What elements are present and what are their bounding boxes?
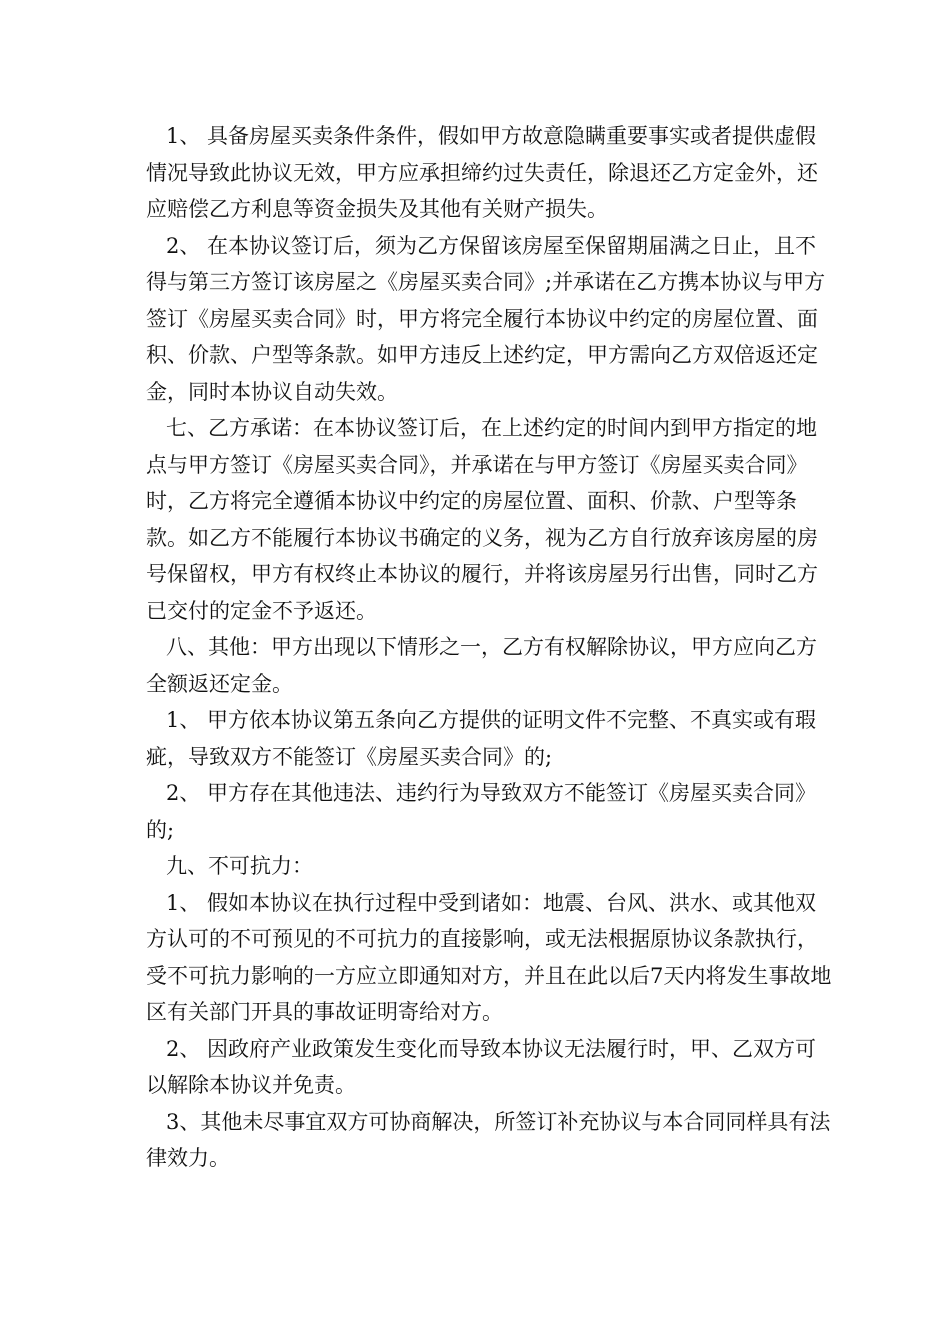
paragraph-5: 1、 甲方依本协议第五条向乙方提供的证明文件不完整、不真实或有瑕疵，导致双方不能签订《房屋买卖合同》的; bbox=[146, 708, 817, 769]
paragraph-10: 3、其他未尽事宜双方可协商解决，所签订补充协议与本合同同样具有法律效力。 bbox=[146, 1109, 831, 1170]
paragraph-6: 2、 甲方存在其他违法、违约行为导致双方不能签订《房屋买卖合同》的; bbox=[146, 781, 817, 842]
paragraph-3: 七、乙方承诺：在本协议签订后，在上述约定的时间内到甲方指定的地点与甲方签订《房屋买卖合同》，并承诺在与甲方签订《房屋买卖合同》时，乙方将完全遵循本协议中约定的房屋位置、面积、价款、户型等条款。如乙方不能履行本协议书确定的义务，视为乙方自行放弃该房屋的房号保留权，甲方有权终止本协议的履行，并将该房屋另行出售，同时乙方已交付的定金不予返还。 bbox=[146, 416, 818, 623]
paragraph-2: 2、 在本协议签订后，须为乙方保留该房屋至保留期届满之日止，且不得与第三方签订该房屋之《房屋买卖合同》;并承诺在乙方携本协议与甲方签订《房屋买卖合同》时，甲方将完全履行本协议中约定的房屋位置、面积、价款、户型等条款。如甲方违反上述约定，甲方需向乙方双倍返还定金，同时本协议自动失效。 bbox=[146, 233, 826, 404]
document-body bbox=[146, 118, 836, 1177]
paragraph-8: 1、 假如本协议在执行过程中受到诸如：地震、台风、洪水、或其他双方认可的不可预见的不可抗力的直接影响，或无法根据原协议条款执行，受不可抗力影响的一方应立即通知对方，并且在此以后7天内将发生事故地区有关部门开具的事故证明寄给对方。 bbox=[146, 890, 832, 1024]
paragraph-4: 八、其他：甲方出现以下情形之一，乙方有权解除协议，甲方应向乙方全额返还定金。 bbox=[146, 635, 817, 696]
paragraph-9: 2、 因政府产业政策发生变化而导致本协议无法履行时，甲、乙双方可以解除本协议并免责。 bbox=[146, 1036, 817, 1097]
paragraph-1: 1、 具备房屋买卖条件条件，假如甲方故意隐瞒重要事实或者提供虚假情况导致此协议无效，甲方应承担缔约过失责任，除退还乙方定金外，还应赔偿乙方利息等资金损失及其他有关财产损失。 bbox=[146, 124, 818, 221]
paragraph-7: 九、不可抗力： bbox=[166, 854, 313, 878]
